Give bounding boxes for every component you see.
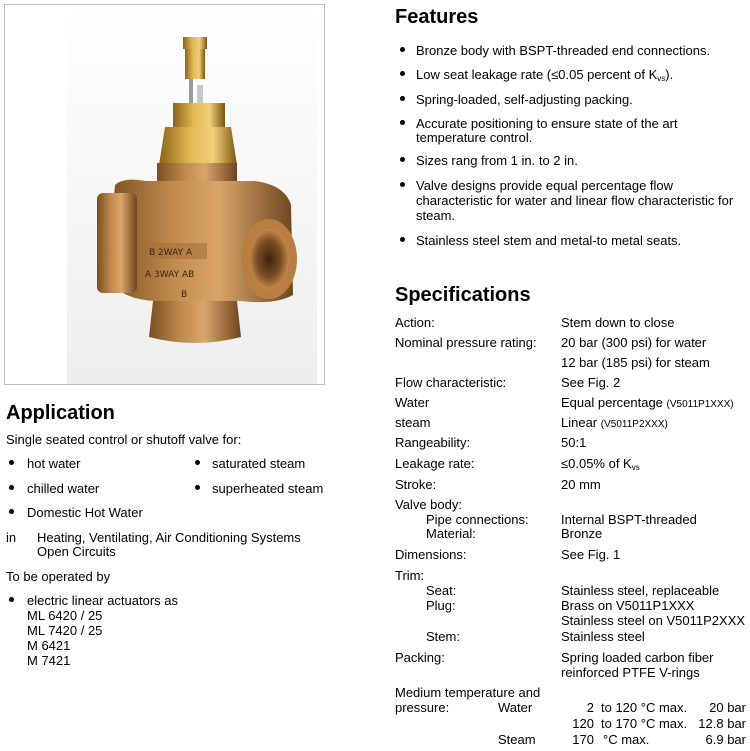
spec-water-value: Equal percentage (V5011P1XXX) [561,395,734,410]
valve-photo [4,4,325,385]
spec-medium-label-1: Medium temperature and [395,685,541,700]
temp-row-1-from: 2 [586,700,594,715]
spec-valve-body-label: Valve body: [395,497,462,512]
bullet-icon [400,182,405,187]
spec-plug-value-2: Stainless steel on V5011P2XXX [561,613,746,628]
spec-dimensions-value: See Fig. 1 [561,547,621,562]
spec-npr-label: Nominal pressure rating: [395,335,537,350]
application-intro: Single seated control or shutoff valve for: [6,432,242,447]
spec-medium-water: Water [498,700,533,715]
feature-item-6-line-3: steam. [416,208,456,223]
feature-item-4-line-1: Accurate positioning to ensure state of the art [416,116,678,131]
bullet-icon [9,460,14,465]
bullet-icon [400,120,405,125]
bullet-icon [400,96,405,101]
application-in-label: in [6,530,17,545]
bullet-icon [9,485,14,490]
actuator-line-3: ML 7420 / 25 [27,623,103,638]
spec-medium-label-2: pressure: [395,700,450,715]
temp-row-1-bar: 20 bar [709,700,746,715]
bullet-icon [195,485,200,490]
bullet-icon [400,47,405,52]
specifications-heading: Specifications [395,284,531,306]
application-heading: Application [6,402,115,424]
temp-row-2-to: to 170 °C max. [601,716,688,731]
spec-material-label: Material: [426,526,476,541]
bullet-icon [195,460,200,465]
spec-pipe-label: Pipe connections: [426,512,529,527]
spec-packing-value-1: Spring loaded carbon fiber [561,650,714,665]
feature-item-2: Low seat leakage rate (≤0.05 percent of $K_{vs}$). [416,67,674,83]
application-item-superheated-steam: superheated steam [212,481,324,496]
spec-seat-value: Stainless steel, replaceable [561,583,720,598]
temp-row-1-to: to 120 °C max. [601,700,688,715]
feature-item-5: Sizes rang from 1 in. to 2 in. [416,153,578,168]
spec-flow-label: Flow characteristic: [395,375,507,390]
feature-item-4-line-2: temperature control. [416,130,533,145]
spec-action-label: Action: [395,315,435,330]
spec-medium-steam: Steam [498,732,536,747]
valve-marking-b: B [181,290,188,300]
spec-stem-value: Stainless steel [561,629,645,644]
spec-plug-label: Plug: [426,598,456,613]
temp-row-2-from: 120 [572,716,594,731]
application-item-chilled-water: chilled water [27,481,100,496]
temp-row-3-from: 170 [572,732,594,747]
actuator-line-5: M 7421 [27,653,71,668]
application-operated-by: To be operated by [6,569,111,584]
spec-material-value: Bronze [561,526,603,541]
spec-npr-value-2: 12 bar (185 psi) for steam [561,355,710,370]
application-item-saturated-steam: saturated steam [212,456,306,471]
feature-item-1: Bronze body with BSPT-threaded end connections. [416,43,711,58]
features-heading: Features [395,6,479,28]
bronze-valve-illustration [5,5,324,384]
feature-item-7: Stainless steel stem and metal-to metal seats. [416,233,682,248]
application-in-line-2: Open Circuits [37,544,116,559]
temp-row-3-to: °C max. [603,732,650,747]
spec-stroke-label: Stroke: [395,477,437,492]
bullet-icon [9,597,14,602]
temp-row-2-bar: 12.8 bar [698,716,746,731]
spec-leakage-value: ≤0.05% of $K_{vs}$ [561,456,640,472]
spec-rangeability-value: 50:1 [561,435,587,450]
spec-rangeability-label: Rangeability: [395,435,471,450]
spec-pipe-value: Internal BSPT-threaded [561,512,697,527]
temp-row-3-bar: 6.9 bar [705,732,746,747]
actuator-line-1: electric linear actuators as [27,593,179,608]
application-item-hot-water: hot water [27,456,81,471]
feature-item-3: Spring-loaded, self-adjusting packing. [416,92,633,107]
spec-water-label: Water [395,395,430,410]
feature-item-6-line-1: Valve designs provide equal percentage flow [416,178,674,193]
spec-seat-label: Seat: [426,583,457,598]
valve-marking-bottom: A 3WAY AB [145,270,195,280]
valve-marking-top: B 2WAY A [149,248,193,258]
bullet-icon [400,157,405,162]
spec-packing-value-2: reinforced PTFE V-rings [561,665,700,680]
feature-item-6-line-2: characteristic for water and linear flow characteristic for [416,193,734,208]
spec-dimensions-label: Dimensions: [395,547,467,562]
spec-steam-label: steam [395,415,431,430]
spec-leakage-label: Leakage rate: [395,456,475,471]
spec-trim-label: Trim: [395,568,425,583]
spec-npr-value-1: 20 bar (300 psi) for water [561,335,707,350]
bullet-icon [9,509,14,514]
spec-stem-label: Stem: [426,629,460,644]
spec-action-value: Stem down to close [561,315,675,330]
application-in-line-1: Heating, Ventilating, Air Conditioning Systems [37,530,301,545]
spec-packing-label: Packing: [395,650,445,665]
spec-flow-value: See Fig. 2 [561,375,621,390]
application-item-domestic-hot-water: Domestic Hot Water [27,505,143,520]
spec-stroke-value: 20 mm [561,477,601,492]
bullet-icon [400,237,405,242]
spec-steam-value: Linear (V5011P2XXX) [561,415,668,430]
actuator-line-2: ML 6420 / 25 [27,608,103,623]
bullet-icon [400,71,405,76]
actuator-line-4: M 6421 [27,638,71,653]
spec-plug-value-1: Brass on V5011P1XXX [561,598,695,613]
